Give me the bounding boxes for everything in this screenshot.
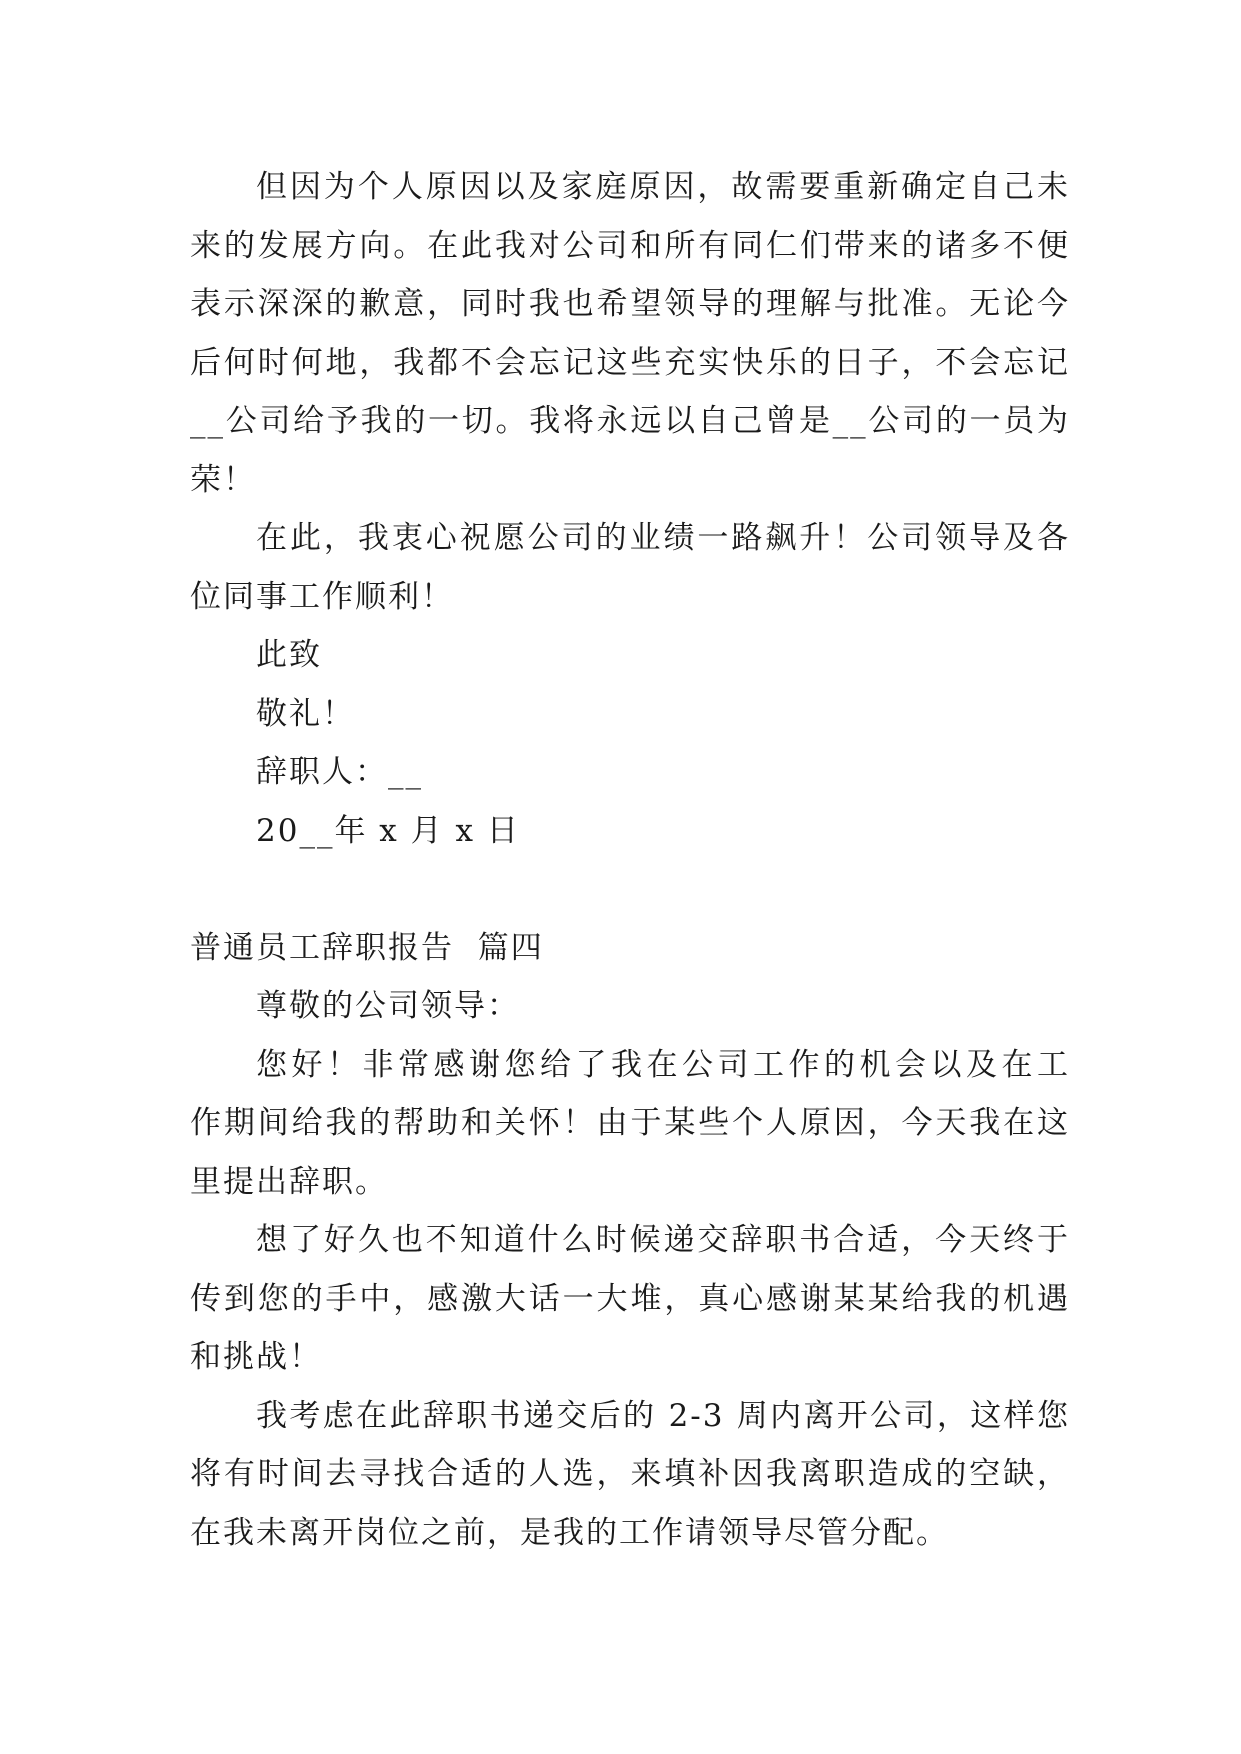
text-line: 来的发展方向。在此我对公司和所有同仁们带来的诸多不便	[190, 227, 1070, 264]
paragraph-plan	[190, 1387, 1070, 1563]
text-line: 在我未离开岗位之前，是我的工作请领导尽管分配。	[190, 1514, 949, 1551]
paragraph-thanks	[190, 1211, 1070, 1387]
text-line: 您好！非常感谢您给了我在公司工作的机会以及在工	[256, 1046, 1070, 1083]
salutation: 尊敬的公司领导：	[256, 988, 520, 1024]
text-line: __公司给予我的一切。我将永远以自己曾是__公司的一员为	[190, 403, 1070, 439]
paragraph-reason	[190, 158, 1070, 509]
text-line: 但因为个人原因以及家庭原因，故需要重新确定自己未	[256, 169, 1070, 205]
closing-line-2: 敬礼！	[256, 695, 355, 732]
text-line: 传到您的手中，感激大话一大堆，真心感谢某某给我的机遇	[190, 1280, 1070, 1317]
section-spacer	[190, 860, 1070, 919]
text-line: 荣！	[190, 461, 256, 498]
section-title: 普通员工辞职报告 篇四	[190, 929, 544, 966]
text-line: 在此，我衷心祝愿公司的业绩一路飙升！公司领导及各	[256, 520, 1070, 556]
document-body	[190, 158, 1070, 1562]
text-line: 后何时何地，我都不会忘记这些充实快乐的日子，不会忘记	[190, 344, 1070, 381]
text-line: 里提出辞职。	[190, 1163, 388, 1200]
date-line: 20__年 x 月 x 日	[256, 812, 520, 849]
text-line: 我考虑在此辞职书递交后的 2-3 周内离开公司，这样您	[256, 1397, 1070, 1434]
text-line: 位同事工作顺利！	[190, 578, 454, 615]
text-line: 将有时间去寻找合适的人选，来填补因我离职造成的空缺，	[190, 1456, 1070, 1492]
closing-line-1: 此致	[256, 637, 322, 673]
signer-line: 辞职人：__	[256, 754, 423, 790]
paragraph-greeting	[190, 1036, 1070, 1212]
text-line: 和挑战！	[190, 1339, 322, 1375]
text-line: 作期间给我的帮助和关怀！由于某些个人原因，今天我在这	[190, 1105, 1070, 1141]
text-line: 想了好久也不知道什么时候递交辞职书合适，今天终于	[256, 1222, 1070, 1258]
paragraph-wishes	[190, 509, 1070, 626]
text-line: 表示深深的歉意，同时我也希望领导的理解与批准。无论今	[190, 286, 1070, 322]
